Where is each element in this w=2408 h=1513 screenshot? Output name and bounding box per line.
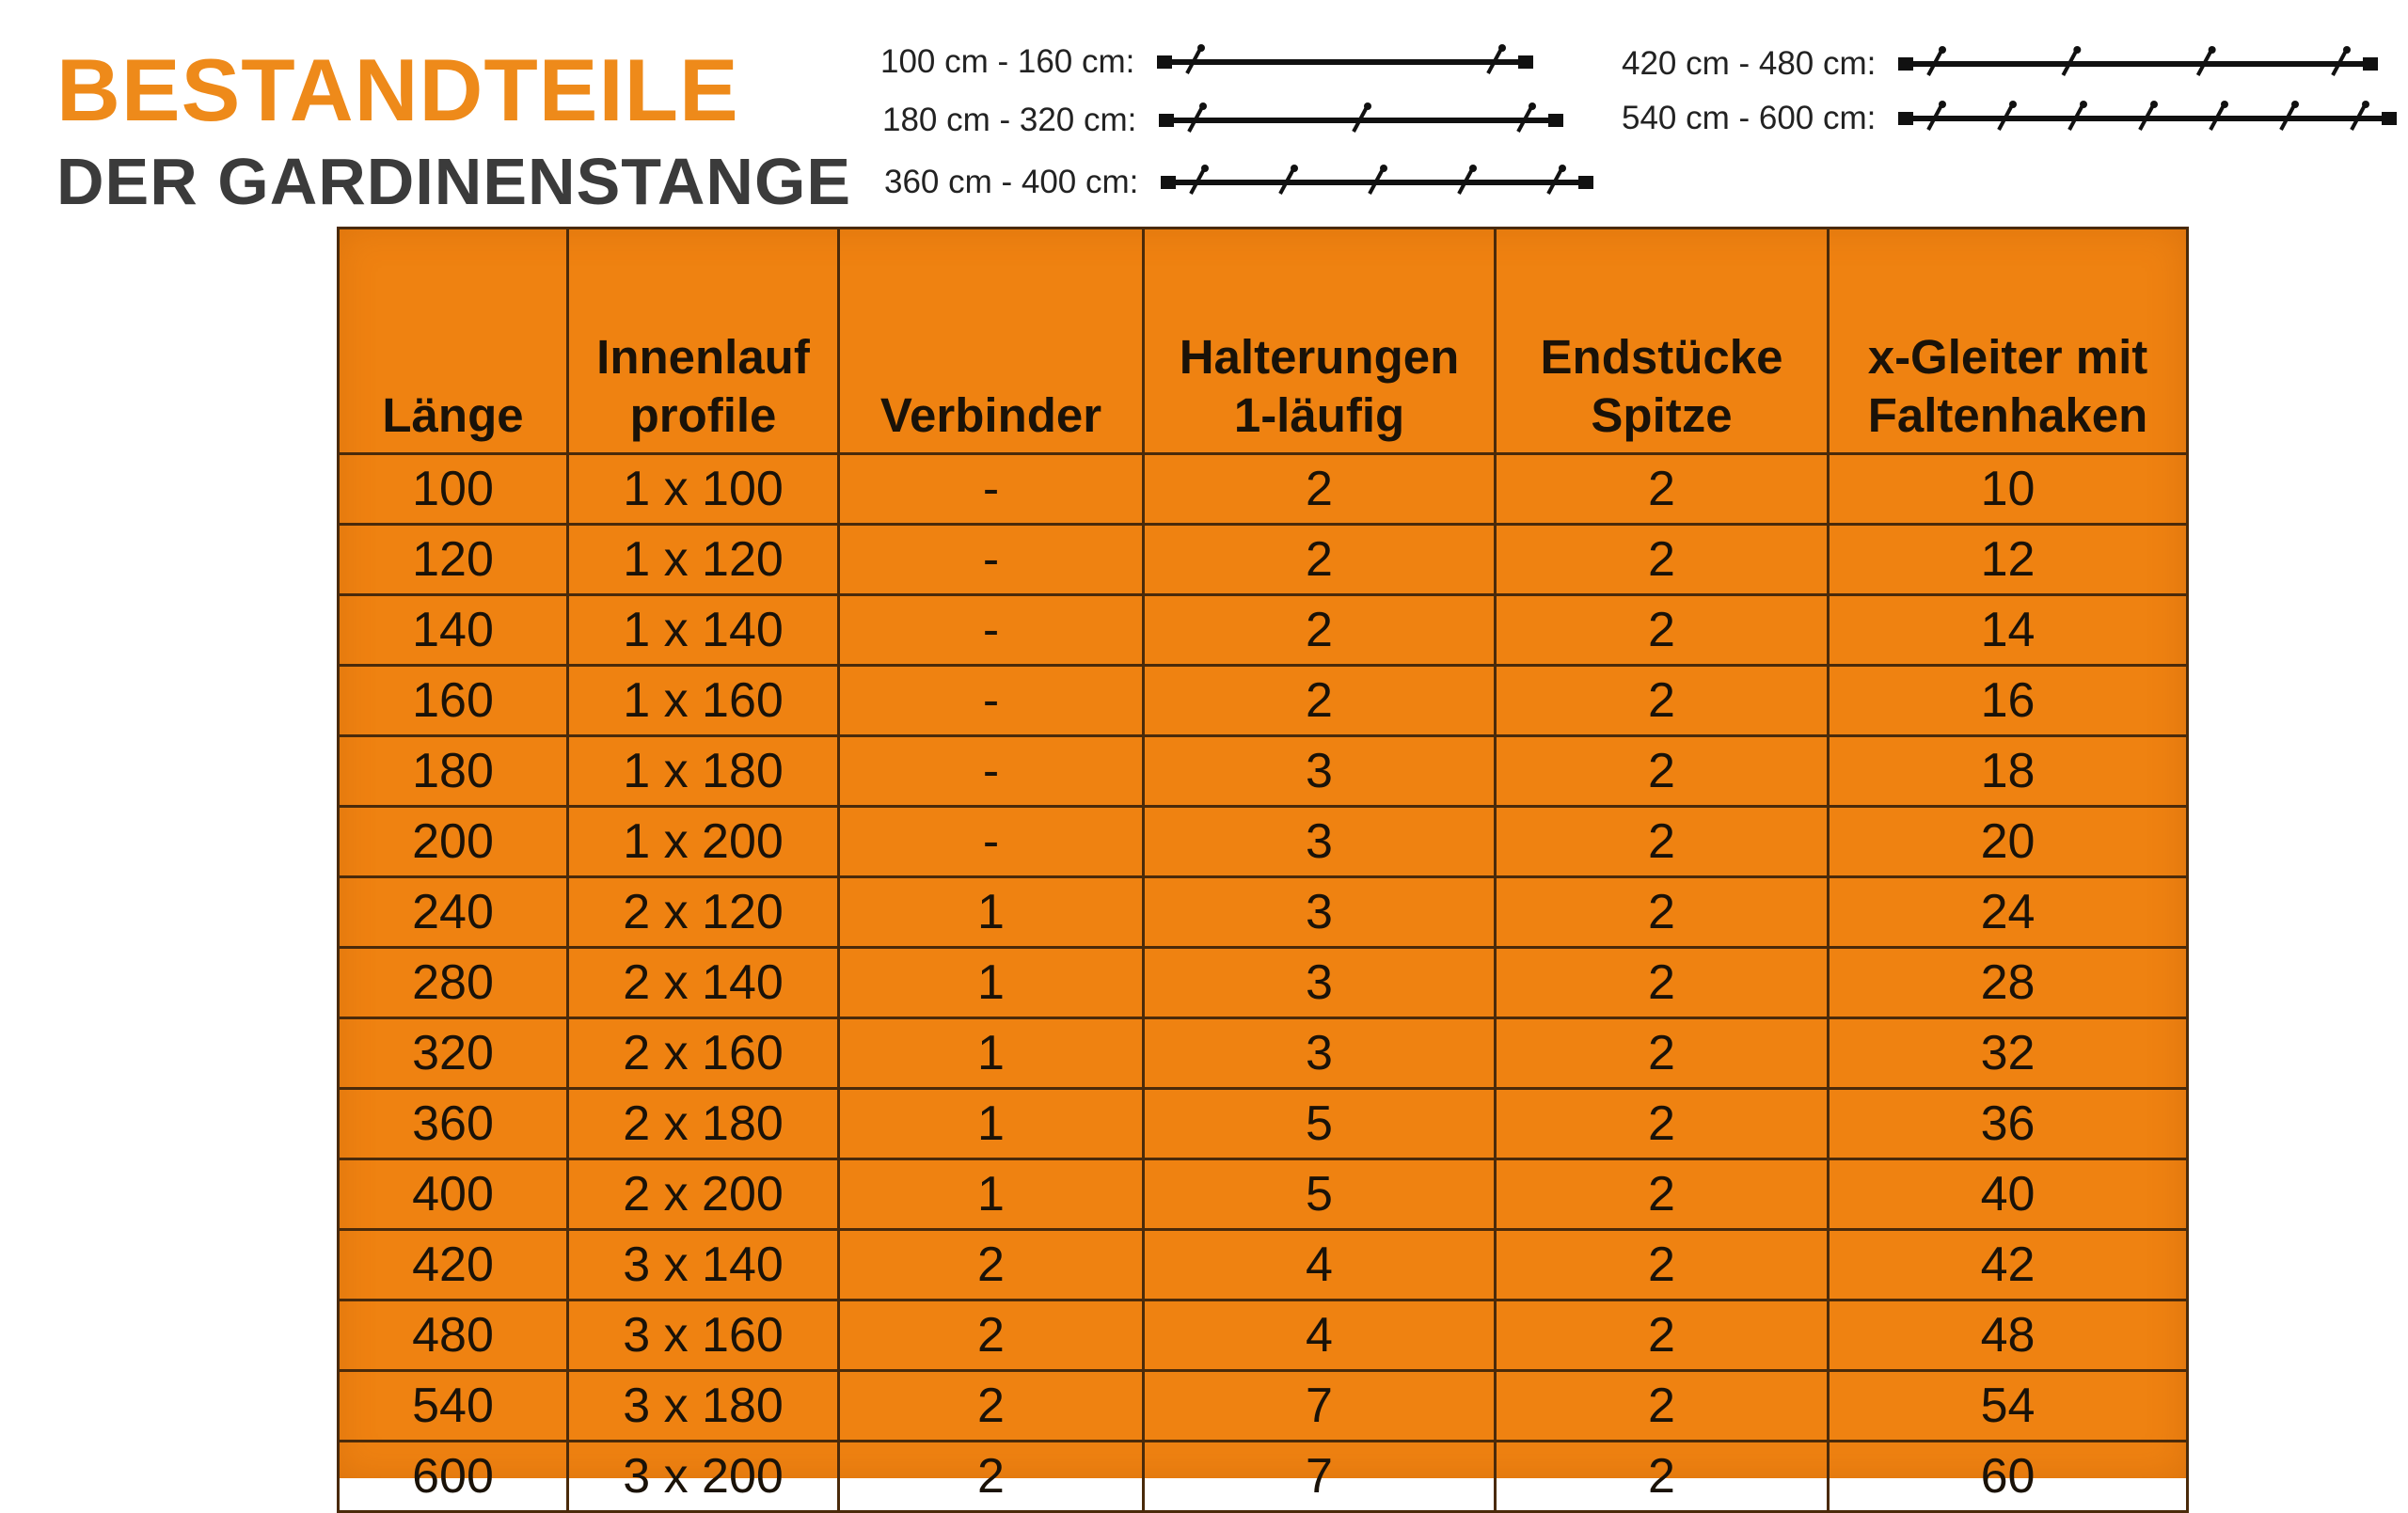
column-header-laenge: Länge [339,229,568,454]
table-cell: 5 [1144,1089,1496,1159]
table-cell: 2 [1496,525,1829,595]
curtain-rod-diagram-icon [1898,100,2397,137]
rod-bracket-icon [1928,46,1946,75]
rod-bracket-icon [1370,165,1387,194]
table-cell: 2 x 120 [568,877,839,948]
table-cell: 2 [1144,595,1496,666]
legend-label: 420 cm - 480 cm: [1622,45,1877,82]
table-row [339,807,2188,877]
curtain-rod-diagram-icon [1159,102,1563,139]
rod-bracket-icon [1187,44,1205,73]
column-header-verbinder: Verbinder [839,229,1144,454]
curtain-rod-diagram-icon [1161,164,1593,201]
legend-item-540-600 [1622,100,2397,137]
table-cell: 32 [1829,1018,2188,1089]
table-row [339,877,2188,948]
table-cell: 54 [1829,1371,2188,1442]
table-cell: 320 [339,1018,568,1089]
page-heading [56,38,851,220]
table-cell: 2 [1496,1159,1829,1230]
table-cell: 200 [339,807,568,877]
legend-item-100-160 [880,43,1533,81]
table-cell: 2 x 200 [568,1159,839,1230]
table-cell: 2 [1496,948,1829,1018]
table-cell: 36 [1829,1089,2188,1159]
table-cell: 2 [1144,525,1496,595]
rod-bracket-icon [2198,46,2216,75]
table-cell: - [839,807,1144,877]
legend-item-180-320 [882,102,1563,139]
table-cell: 2 [839,1371,1144,1442]
table-row [339,1442,2188,1512]
table-cell: 14 [1829,595,2188,666]
column-header-innenlaufprofile: Innenlauf profile [568,229,839,454]
table-cell: 480 [339,1300,568,1371]
table-cell: 100 [339,454,568,525]
table-row [339,948,2188,1018]
table-cell: 180 [339,736,568,807]
table-cell: 2 [839,1442,1144,1512]
table-cell: 2 [1496,595,1829,666]
legend-item-420-480 [1622,45,2378,83]
table-cell: 2 x 140 [568,948,839,1018]
table-cell: - [839,595,1144,666]
table-row [339,595,2188,666]
legend-label: 100 cm - 160 cm: [880,43,1135,80]
curtain-rod-diagram-icon [1898,45,2378,83]
rod-bracket-icon [2333,46,2351,75]
table-cell: 3 x 160 [568,1300,839,1371]
rod-bracket-icon [2140,101,2158,130]
table-cell: 1 x 160 [568,666,839,736]
table-cell: 240 [339,877,568,948]
page-subtitle: DER GARDINENSTANGE [56,145,852,218]
rod-bracket-icon [1459,165,1477,194]
table-cell: 1 [839,877,1144,948]
table-cell: - [839,736,1144,807]
table-cell: 2 [1144,666,1496,736]
table-cell: 2 [1496,1230,1829,1300]
table-header-row [339,229,2188,454]
page-title: BESTANDTEILE [56,40,739,139]
table-cell: 1 [839,948,1144,1018]
table-cell: 1 x 140 [568,595,839,666]
table-cell: 600 [339,1442,568,1512]
table-cell: 60 [1829,1442,2188,1512]
table-cell: 2 [1496,736,1829,807]
table-row [339,525,2188,595]
table-cell: 420 [339,1230,568,1300]
table-cell: 2 [1496,454,1829,525]
table-cell: 1 x 100 [568,454,839,525]
table-cell: 2 [839,1300,1144,1371]
table-cell: 7 [1144,1442,1496,1512]
table-cell: 12 [1829,525,2188,595]
table-cell: 2 [1144,454,1496,525]
rod-bracket-icon [1189,102,1207,132]
rod-bracket-icon [1999,101,2017,130]
table-cell: 160 [339,666,568,736]
rod-bracket-icon [1518,102,1536,132]
table-cell: 18 [1829,736,2188,807]
table-cell: 4 [1144,1300,1496,1371]
table-cell: 2 [1496,1442,1829,1512]
legend-label: 360 cm - 400 cm: [884,164,1139,200]
table-cell: 24 [1829,877,2188,948]
table-cell: 20 [1829,807,2188,877]
table-cell: 2 x 160 [568,1018,839,1089]
rod-bracket-icon [2064,46,2082,75]
legend-label: 180 cm - 320 cm: [882,102,1137,138]
table-cell: 5 [1144,1159,1496,1230]
table-cell: 3 x 200 [568,1442,839,1512]
table-cell: 2 [1496,1018,1829,1089]
table-cell: 2 [1496,877,1829,948]
table-cell: 7 [1144,1371,1496,1442]
table-cell: 1 x 180 [568,736,839,807]
table-cell: 42 [1829,1230,2188,1300]
table-cell: - [839,666,1144,736]
table-cell: 1 [839,1089,1144,1159]
rod-bracket-icon [2352,101,2369,130]
legend-item-360-400 [884,164,1593,201]
table-row [339,666,2188,736]
table-cell: 40 [1829,1159,2188,1230]
table-cell: - [839,454,1144,525]
parts-table [337,227,2189,1513]
table-cell: 3 [1144,1018,1496,1089]
table-cell: 2 [1496,1089,1829,1159]
table-cell: 3 [1144,807,1496,877]
rod-bracket-icon [2281,101,2299,130]
table-cell: - [839,525,1144,595]
table-cell: 1 x 200 [568,807,839,877]
table-row [339,454,2188,525]
legend-label: 540 cm - 600 cm: [1622,100,1877,136]
table-cell: 1 x 120 [568,525,839,595]
rod-bracket-icon [1928,101,1946,130]
table-body [339,454,2188,1512]
table-cell: 1 [839,1018,1144,1089]
table-row [339,1371,2188,1442]
table-row [339,1230,2188,1300]
column-header-gleiter: x-Gleiter mit Faltenhaken [1829,229,2188,454]
table-cell: 140 [339,595,568,666]
table-cell: 540 [339,1371,568,1442]
table-cell: 4 [1144,1230,1496,1300]
table-cell: 2 [1496,666,1829,736]
table-cell: 2 [1496,1300,1829,1371]
table-cell: 120 [339,525,568,595]
table-cell: 2 x 180 [568,1089,839,1159]
rod-bracket-icon [1548,165,1566,194]
column-header-halterungen: Halterungen 1-läufig [1144,229,1496,454]
table-cell: 2 [1496,1371,1829,1442]
table-cell: 400 [339,1159,568,1230]
rod-bracket-icon [2069,101,2087,130]
table-row [339,736,2188,807]
rod-bracket-icon [1191,165,1209,194]
table-cell: 28 [1829,948,2188,1018]
table-cell: 3 [1144,948,1496,1018]
table-row [339,1089,2188,1159]
table-row [339,1300,2188,1371]
table-cell: 1 [839,1159,1144,1230]
table-cell: 10 [1829,454,2188,525]
table-cell: 16 [1829,666,2188,736]
table-cell: 2 [1496,807,1829,877]
rod-bracket-icon [1280,165,1298,194]
table-cell: 280 [339,948,568,1018]
table-cell: 48 [1829,1300,2188,1371]
table-cell: 3 [1144,877,1496,948]
table-cell: 360 [339,1089,568,1159]
parts-table-container [337,227,2186,1504]
table-row [339,1018,2188,1089]
rod-bracket-icon [1354,102,1371,132]
table-cell: 3 [1144,736,1496,807]
column-header-endstuecke: Endstücke Spitze [1496,229,1829,454]
table-cell: 3 x 140 [568,1230,839,1300]
curtain-rod-diagram-icon [1157,43,1533,81]
table-cell: 3 x 180 [568,1371,839,1442]
table-row [339,1159,2188,1230]
table-cell: 2 [839,1230,1144,1300]
rod-bracket-icon [2210,101,2228,130]
rod-bracket-icon [1488,44,1506,73]
